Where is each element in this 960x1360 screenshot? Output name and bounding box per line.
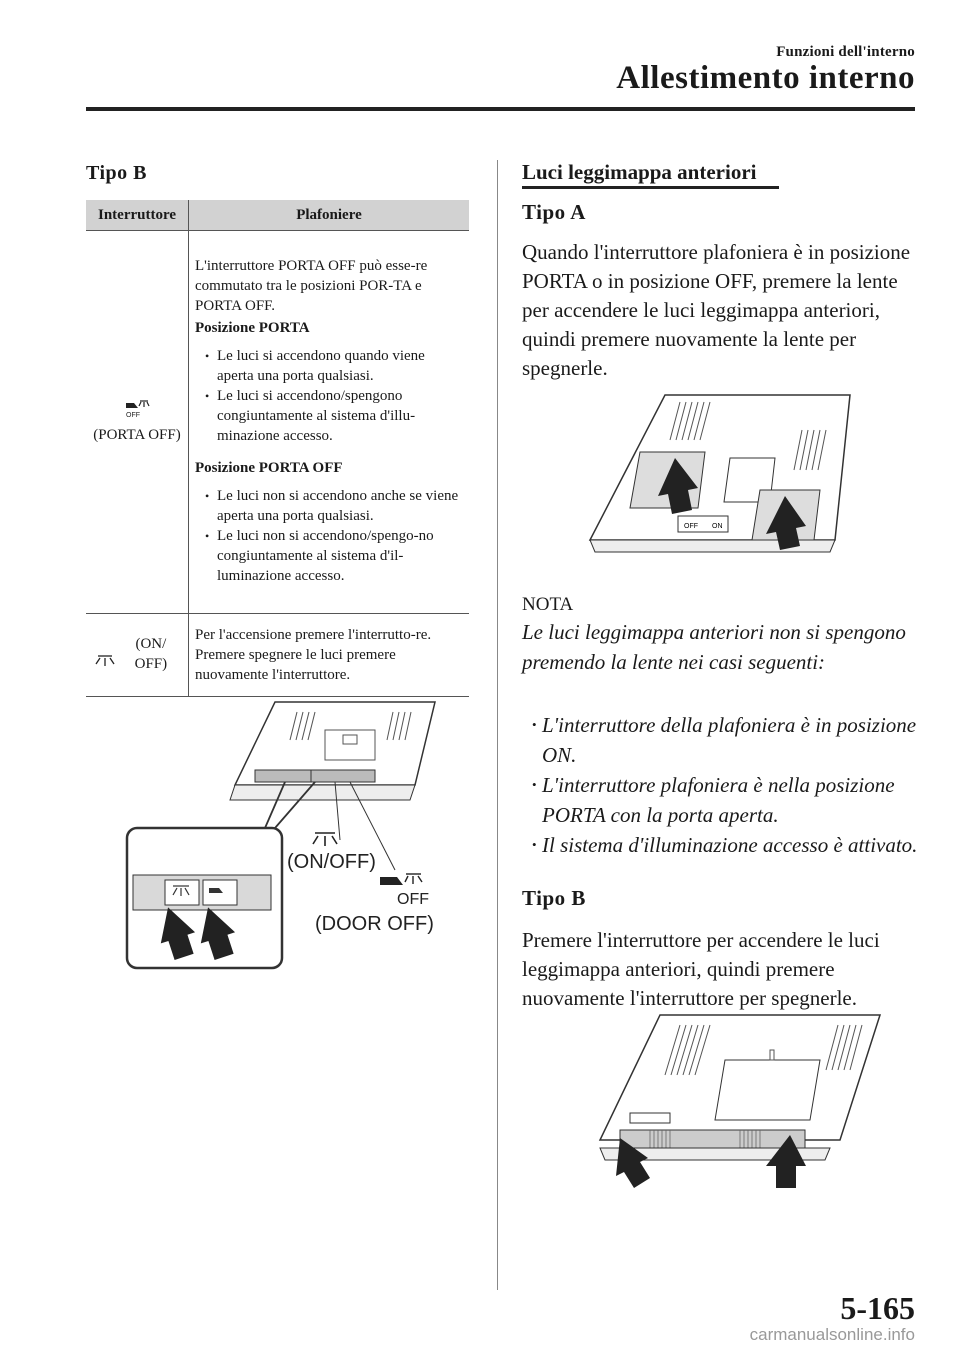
- tipo-b-heading-right: Tipo B: [522, 886, 586, 910]
- door-off-icon: [124, 399, 150, 425]
- switch-label-door-off: (PORTA OFF): [93, 427, 181, 443]
- table-header-switch: Interruttore: [86, 200, 189, 231]
- header-rule: [86, 107, 915, 111]
- list-item: • Le luci non si accendono anche se viene aperta una porta qualsiasi.: [195, 486, 465, 526]
- svg-text:OFF: OFF: [684, 523, 698, 530]
- table-header-lights: Plafoniere: [189, 200, 470, 231]
- tipo-b-paragraph: Premere l'interruttore per accendere le luci leggimappa anteriori, quindi premere nuovamente l'interruttore per spegnerle.: [522, 928, 880, 1010]
- overhead-console-illustration: [125, 690, 445, 975]
- section-heading-underline: [522, 186, 779, 189]
- position-porta-off-title: Posizione PORTA OFF: [195, 460, 343, 476]
- lights-cell-door-off: [189, 231, 470, 614]
- list-item: • Le luci si accendono quando viene aperta una porta qualsiasi.: [195, 346, 465, 386]
- map-light-type-b-illustration: [590, 1010, 890, 1195]
- page-number: 5-165: [840, 1290, 915, 1326]
- nota-list: [522, 710, 922, 860]
- switch-table: [86, 200, 469, 697]
- svg-text:ON: ON: [712, 523, 723, 530]
- switch-label-on-off: (ON/ OFF): [134, 636, 168, 673]
- list-item: • L'interruttore plafoniera è nella posizione PORTA con la porta aperta.: [522, 770, 922, 830]
- switch-cell-on-off: [86, 614, 189, 697]
- tipo-a-paragraph: Quando l'interruttore plafoniera è in posizione PORTA o in posizione OFF, premere la lente per accendere le luci leggimappa anteriori, quindi premere nuovamente la lente per spegnerle.: [522, 240, 911, 380]
- column-divider: [497, 160, 498, 1290]
- table-row: [86, 231, 469, 614]
- door-off-label: (DOOR OFF): [315, 913, 434, 935]
- tipo-a-heading: Tipo A: [522, 200, 586, 224]
- on-off-label: (ON/OFF): [287, 851, 376, 873]
- map-light-type-a-illustration: [580, 390, 870, 570]
- position-porta-title: Posizione PORTA: [195, 320, 310, 336]
- section-heading: Luci leggimappa anteriori: [522, 160, 757, 184]
- lights-cell-on-off: Per l'accensione premere l'interrutto-re. Premere spegnere le luci premere nuovamente l'interruttore.: [189, 614, 470, 697]
- off-label: OFF: [397, 891, 429, 908]
- table-row: [86, 614, 469, 697]
- switch-cell-door-off: [86, 231, 189, 614]
- nota-text: Le luci leggimappa anteriori non si spengono premendo la lente nei casi seguenti:: [522, 620, 906, 674]
- list-item: • Il sistema d'illuminazione accesso è attivato.: [522, 830, 922, 860]
- watermark: carmanualsonline.info: [749, 1325, 915, 1344]
- svg-text:OFF: OFF: [126, 412, 140, 419]
- page-title: Allestimento interno: [616, 60, 915, 96]
- tipo-b-heading: Tipo B: [86, 162, 147, 184]
- door-off-intro: L'interruttore PORTA OFF può esse-re commutato tra le posizioni POR-TA e PORTA OFF.: [195, 258, 428, 314]
- list-item: • L'interruttore della plafoniera è in posizione ON.: [522, 710, 922, 770]
- lamp-icon: [93, 654, 117, 676]
- list-item: • Le luci non si accendono/spengo-no congiuntamente al sistema d'il-luminazione accesso.: [195, 526, 465, 586]
- nota-title: NOTA: [522, 594, 574, 615]
- list-item: • Le luci si accendono/spengono congiuntamente al sistema d'illu-minazione accesso.: [195, 386, 465, 446]
- section-subtitle: Funzioni dell'interno: [776, 44, 915, 60]
